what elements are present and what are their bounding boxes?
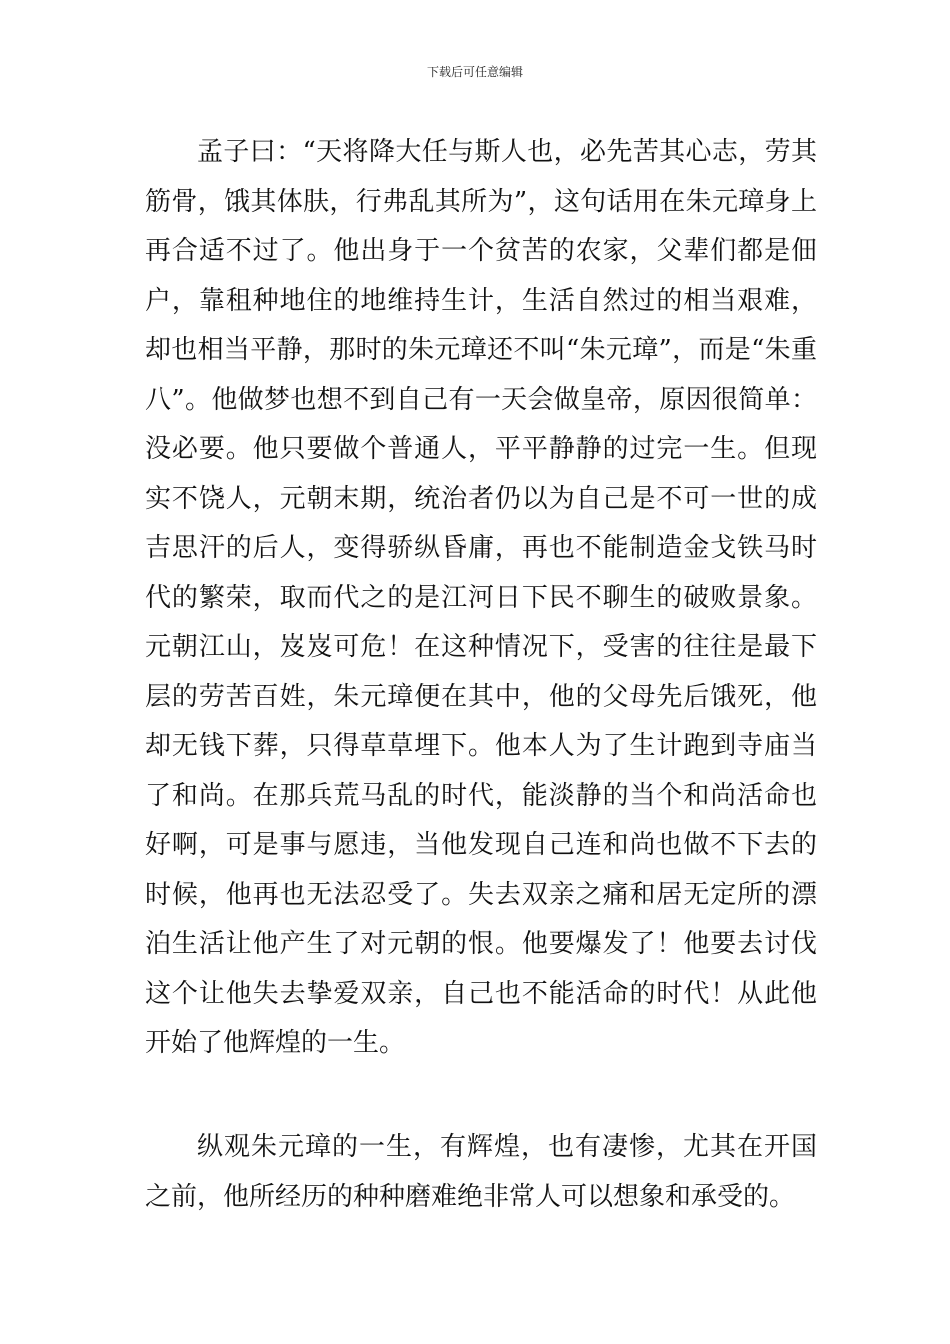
paragraph-1: 孟子曰：“天将降大任与斯人也，必先苦其心志，劳其筋骨，饿其体肤，行弗乱其所为”，这句话用在朱元璋身上再合适不过了。他出身于一个贫苦的农家，父辈们都是佃户，靠租种地住的地维持生计，生活自然过的相当艰难，却也相当平静，那时的朱元璋还不叫“朱元璋”，而是“朱重八”。他做梦也想不到自己有一天会做皇帝，原因很简单：没必要。他只要做个普通人，平平静静的过完一生。但现实不饶人，元朝末期，统治者仍以为自己是不可一世的成吉思汗的后人，变得骄纵昏庸，再也不能制造金戈铁马时代的繁荣，取而代之的是江河日下民不聊生的破败景象。元朝江山，岌岌可危！在这种情况下，受害的往往是最下层的劳苦百姓，朱元璋便在其中，他的父母先后饿死，他却无钱下葬，只得草草埋下。他本人为了生计跑到寺庙当了和尚。在那兵荒马乱的时代，能淡静的当个和尚活命也好啊，可是事与愿违，当他发现自己连和尚也做不下去的时候，他再也无法忍受了。失去双亲之痛和居无定所的漂泊生活让他产生了对元朝的恨。他要爆发了！他要去讨伐这个让他失去挚爱双亲，自己也不能活命的时代！从此他开始了他辉煌的一生。 [145,137,817,1058]
page-header: 下载后可任意编辑 [426,65,523,79]
paragraph-2: 纵观朱元璋的一生，有辉煌，也有凄惨，尤其在开国之前，他所经历的种种磨难绝非常人可以想象和承受的。 [145,1132,817,1212]
